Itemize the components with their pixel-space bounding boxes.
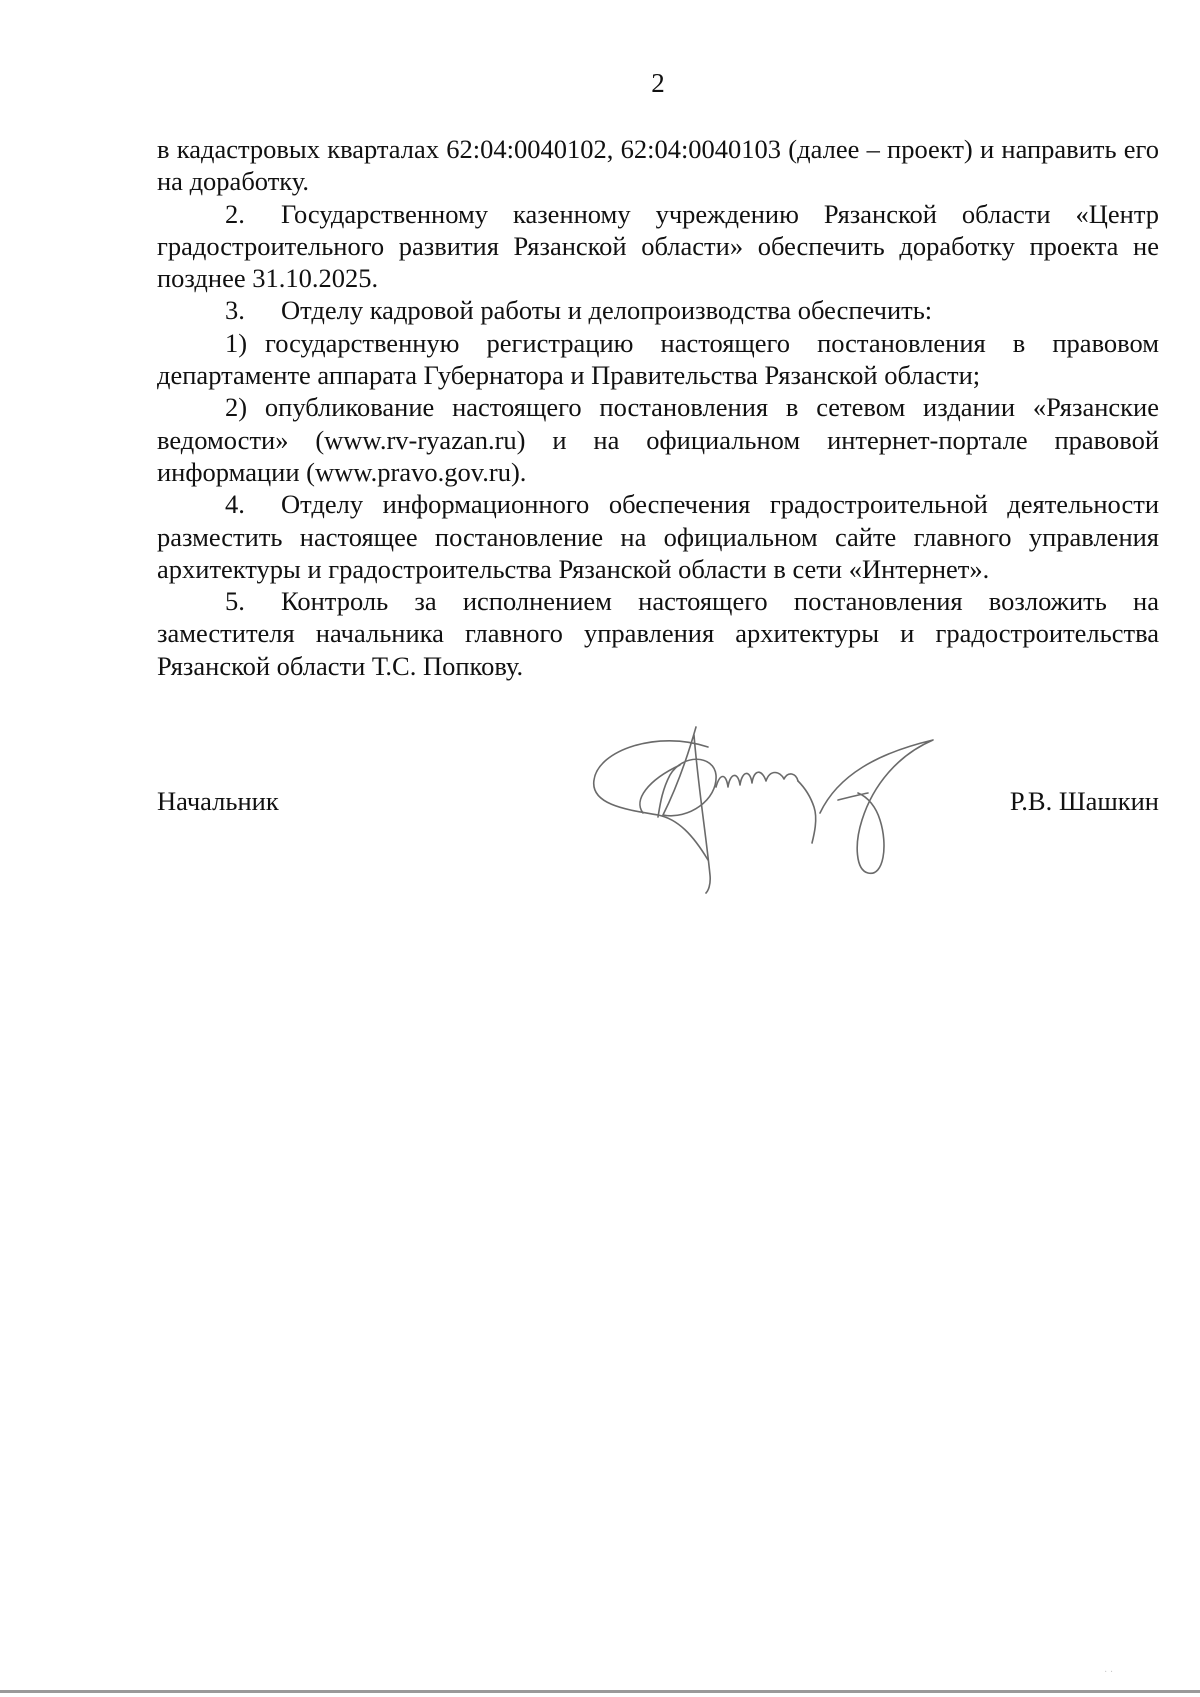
- item-number: 1): [225, 327, 248, 358]
- paragraph-number: 5.: [225, 586, 245, 617]
- paragraph-number: 4.: [225, 489, 245, 520]
- paragraph-number: 3.: [225, 295, 245, 326]
- signatory-position: Начальник: [157, 786, 279, 816]
- handwritten-signature-icon: [588, 725, 968, 895]
- bottom-rule: [0, 1690, 1200, 1693]
- paragraph-3-item-1: [157, 327, 1159, 392]
- paragraph-text: Отделу информационного обеспечения градостроительной деятельности разместить настоящее постановление на официальном сайте главного управления архитектуры и градостроительства Рязанской области в сети «Интернет».: [157, 489, 1159, 584]
- scan-artifact: · ·: [1104, 1667, 1114, 1678]
- paragraph-3-item-2: 2) опубликование настоящего постановления в сетевом издании «Рязанские ведомости» (www.rv-ryazan.ru) и на официальном интернет-портале правовой информации (www.pravo.gov.ru).: [157, 392, 1159, 487]
- signatory-name: Р.В. Шашкин: [1009, 786, 1159, 816]
- document-body: [157, 133, 1159, 682]
- paragraph-4: [157, 488, 1159, 585]
- paragraph-3: [157, 294, 1159, 326]
- item-text: государственную регистрацию настоящего постановления в правовом департаменте аппарата Губернатора и Правительства Рязанской области;: [157, 327, 1159, 391]
- paragraph-text: Государственному казенному учреждению Рязанской области «Центр градостроительного развития Рязанской области» обеспечить доработку проекта не позднее 31.10.2025.: [157, 198, 1159, 294]
- paragraph-number: 2.: [225, 198, 245, 229]
- paragraph-text: Отделу кадровой работы и делопроизводства обеспечить:: [281, 295, 933, 326]
- paragraph-text: Контроль за исполнением настоящего постановления возложить на заместителя начальника главного управления архитектуры и градостроительства Рязанской области Т.С. Попкову.: [157, 586, 1159, 681]
- paragraph-2: [157, 198, 1159, 295]
- paragraph-continuation: в кадастровых кварталах 62:04:0040102, 62:04:0040103 (далее – проект) и направить его на доработку.: [157, 134, 1159, 197]
- page-number: 2: [651, 68, 665, 98]
- paragraph-5: [157, 585, 1159, 682]
